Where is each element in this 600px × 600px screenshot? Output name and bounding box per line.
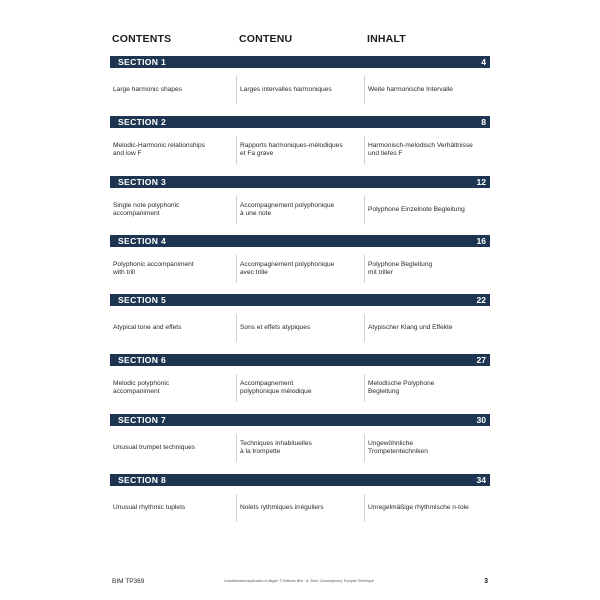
title-french: Techniques inhabituelles à la trompette <box>236 434 365 462</box>
title-english: Large harmonic shapes <box>113 85 182 93</box>
section-bar <box>110 294 490 306</box>
section-titles <box>110 255 490 283</box>
header-contents: CONTENTS <box>112 33 172 45</box>
section-page-number: 16 <box>476 236 486 246</box>
title-german: Weite harmonische Intervalle <box>364 76 492 104</box>
section-page-number: 30 <box>476 415 486 425</box>
section-page-number: 22 <box>476 295 486 305</box>
header-contenu: CONTENU <box>239 33 293 45</box>
title-german: Polyphone Begleitung mit triller <box>364 255 492 283</box>
section-label: SECTION 2 <box>118 117 167 127</box>
section-label: SECTION 3 <box>118 177 167 187</box>
section-page-number: 4 <box>481 57 486 67</box>
section-titles <box>110 196 490 224</box>
column-headers <box>112 33 492 49</box>
title-english: Polyphonic accompaniment with trill <box>113 260 194 276</box>
title-english: Melodic-Harmonic relationships and low F <box>113 141 205 157</box>
header-inhalt: INHALT <box>367 33 406 45</box>
page-number: 3 <box>484 578 488 585</box>
section-titles <box>110 434 490 462</box>
page-footer <box>112 578 490 588</box>
section-page-number: 34 <box>476 475 486 485</box>
title-french: Accompagnement polyphonique à une note <box>236 196 365 224</box>
section-page-number: 8 <box>481 117 486 127</box>
section-bar <box>110 116 490 128</box>
section-bar <box>110 176 490 188</box>
section-titles <box>110 494 490 522</box>
title-english: Atypical tone and effets <box>113 323 182 331</box>
section-bar <box>110 56 490 68</box>
title-french: Sons et effets atypiques <box>236 314 365 342</box>
title-french: Nolets rythmiques irréguliers <box>236 494 365 522</box>
title-german: Atypischer Klang und Effekte <box>364 314 492 342</box>
section-label: SECTION 1 <box>118 57 167 67</box>
title-french: Rapports harmoniques-mélodiques et Fa grave <box>236 136 365 164</box>
title-english: Unusual trumpet techniques <box>113 443 196 451</box>
title-french: Accompagnement polyphonique mélodique <box>236 374 365 402</box>
section-titles <box>110 76 490 104</box>
section-bar <box>110 474 490 486</box>
section-label: SECTION 6 <box>118 355 167 365</box>
section-bar <box>110 235 490 247</box>
title-german: Unregelmäßige rhythmische n-tole <box>364 494 492 522</box>
section-titles <box>110 136 490 164</box>
title-english: Single note polyphonic accompaniment <box>113 201 180 217</box>
title-german: Harmonisch-melodisch Verhältnisse und tiefes F <box>364 136 492 164</box>
catalog-code: BIM TP369 <box>112 578 145 585</box>
section-bar <box>110 354 490 366</box>
title-french: Larges intervalles harmoniques <box>236 76 365 104</box>
section-titles <box>110 314 490 342</box>
section-label: SECTION 4 <box>118 236 167 246</box>
section-label: SECTION 7 <box>118 415 167 425</box>
title-english: Unusual rhythmic tuplets <box>113 503 186 511</box>
section-page-number: 27 <box>476 355 486 365</box>
title-german: Polyphone Einzelnote Begleitung <box>364 196 492 224</box>
title-german: Ungewöhnliche Trompetentechniken <box>364 434 492 462</box>
section-label: SECTION 5 <box>118 295 167 305</box>
title-french: Accompagnement polyphonique avec trille <box>236 255 365 283</box>
section-titles <box>110 374 490 402</box>
copyright-notice: Unauthorized duplication is illegal. © Editions Bim · A. Bahi: Contemporary Trumpet Technique <box>224 579 374 583</box>
section-label: SECTION 8 <box>118 475 167 485</box>
section-bar <box>110 414 490 426</box>
section-page-number: 12 <box>476 177 486 187</box>
title-english: Melodic polyphonic accompaniment <box>113 379 170 395</box>
title-german: Melodische Polyphone Begleitung <box>364 374 492 402</box>
